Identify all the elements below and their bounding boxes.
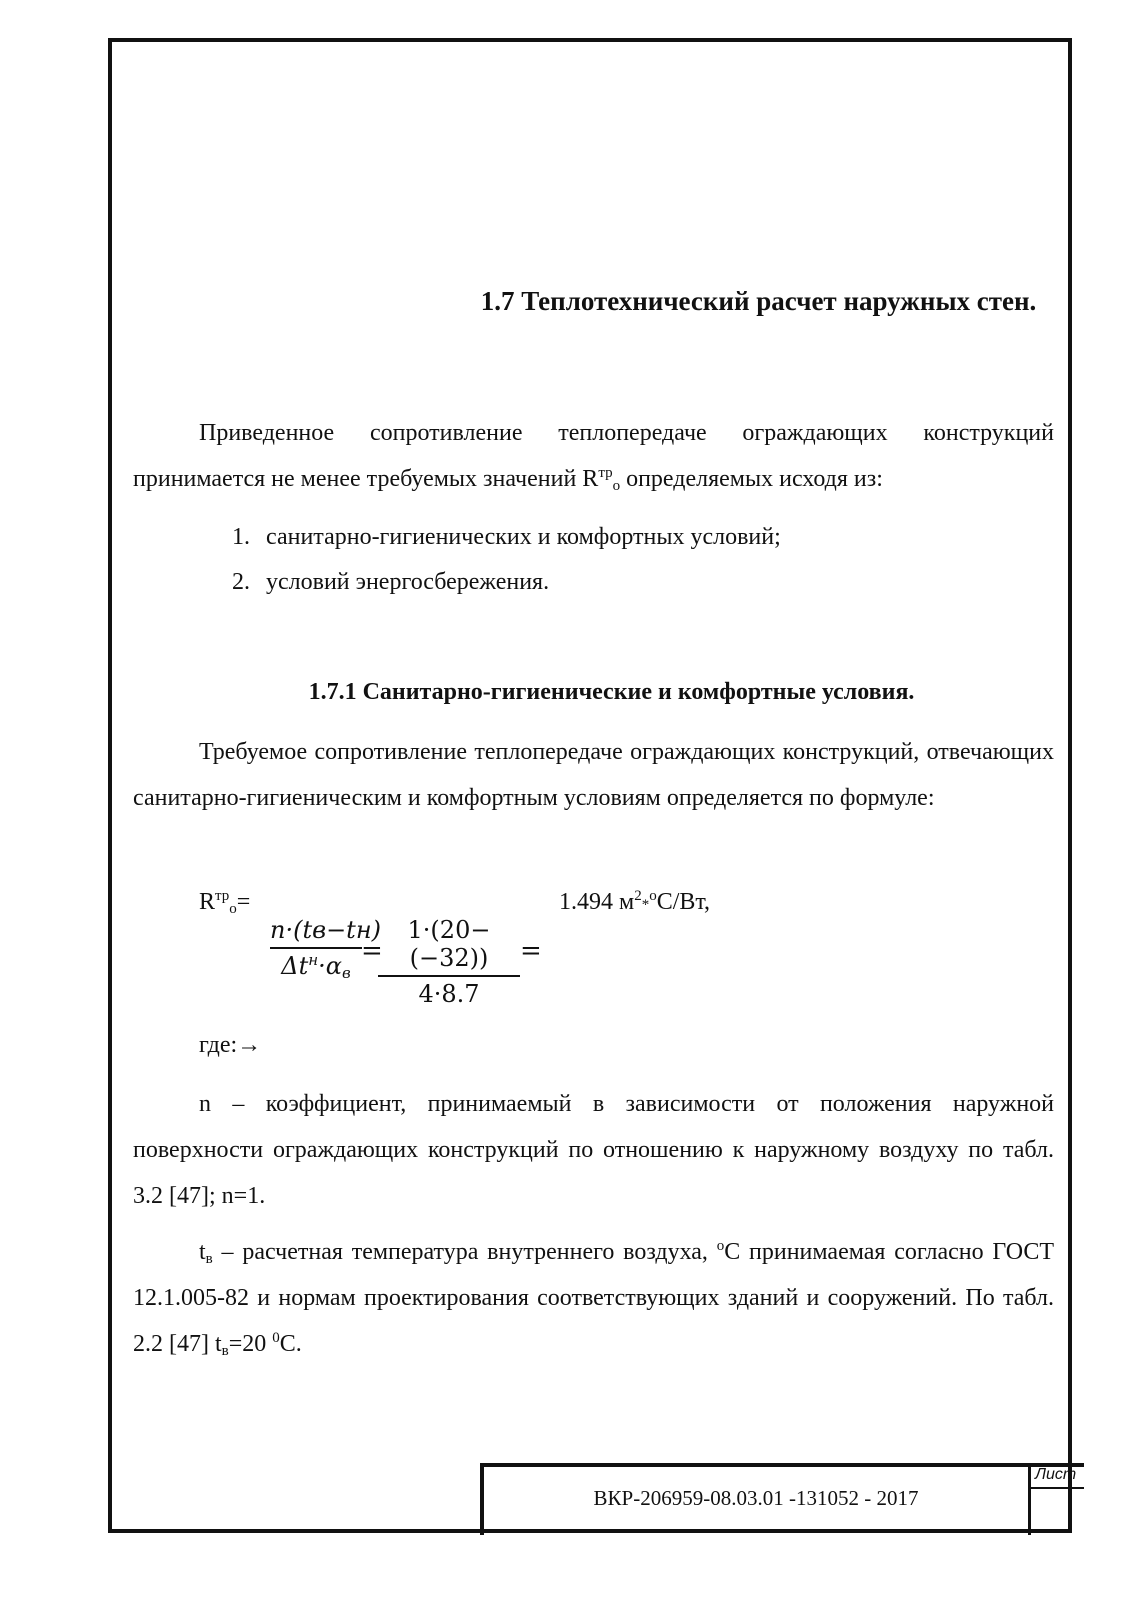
fraction-numerator: n·(tв−tн)	[270, 916, 381, 944]
fraction-denominator: 4·8.7	[418, 980, 480, 1008]
fraction-bar	[270, 947, 362, 949]
list-item: 1. санитарно-гигиенических и комфортных условий;	[232, 524, 781, 550]
formula-result: 1.494 $м^2*^оС/Вт$,	[559, 888, 711, 915]
tv-definition: $t_в$ – расчетная температура внутреннего воздуха, $^о$С принимаемая согласно ГОСТ 12.1.005-82 и нормам проектирования соответствующих зданий и сооружений. По табл. 2.2 [47] $t_в=20$ $^0$С.	[133, 1238, 1054, 1359]
formula-fraction-symbolic	[270, 916, 381, 982]
n-definition: n – коэффициент, принимаемый в зависимости от положения наружной поверхности ограждающих конструкций по отношению к наружному воздуху по табл. 3.2 [47]; n=1.	[133, 1091, 1054, 1209]
fraction-denominator: $\Delta t^н\cdot\alpha_в$	[281, 951, 351, 982]
formula-lhs: $R^{тр}_о=$	[199, 888, 251, 917]
intro-paragraph: Приведенное сопротивление теплопередаче ограждающих конструкций принимается не менее требуемых значений $R^{тр}_о$ определяемых исходя из:	[133, 420, 1054, 494]
subsection-title: 1.7.1 Санитарно-гигиенические и комфортные условия.	[308, 679, 915, 705]
sheet-label: Лист	[1035, 1466, 1077, 1483]
list-item: 2. условий энергосбережения.	[232, 569, 550, 595]
formula-fraction-numeric	[378, 916, 520, 1008]
where-label: где:→	[199, 1032, 262, 1058]
requirement-paragraph: Требуемое сопротивление теплопередаче ограждающих конструкций, отвечающих санитарно-гигиеническим и комфортным условиям определяется по формуле:	[133, 739, 1054, 811]
equals-sign: =	[520, 936, 542, 966]
title-block-divider	[1028, 1463, 1031, 1535]
fraction-bar	[378, 975, 520, 977]
section-title: 1.7 Теплотехнический расчет наружных стен.	[480, 286, 1037, 316]
equals-sign: =	[361, 936, 383, 966]
sheet-cell-line	[1028, 1487, 1084, 1489]
document-code: ВКР-206959-08.03.01 -131052 - 2017	[593, 1486, 919, 1510]
fraction-numerator: 1·(20−(−32))	[407, 916, 491, 972]
